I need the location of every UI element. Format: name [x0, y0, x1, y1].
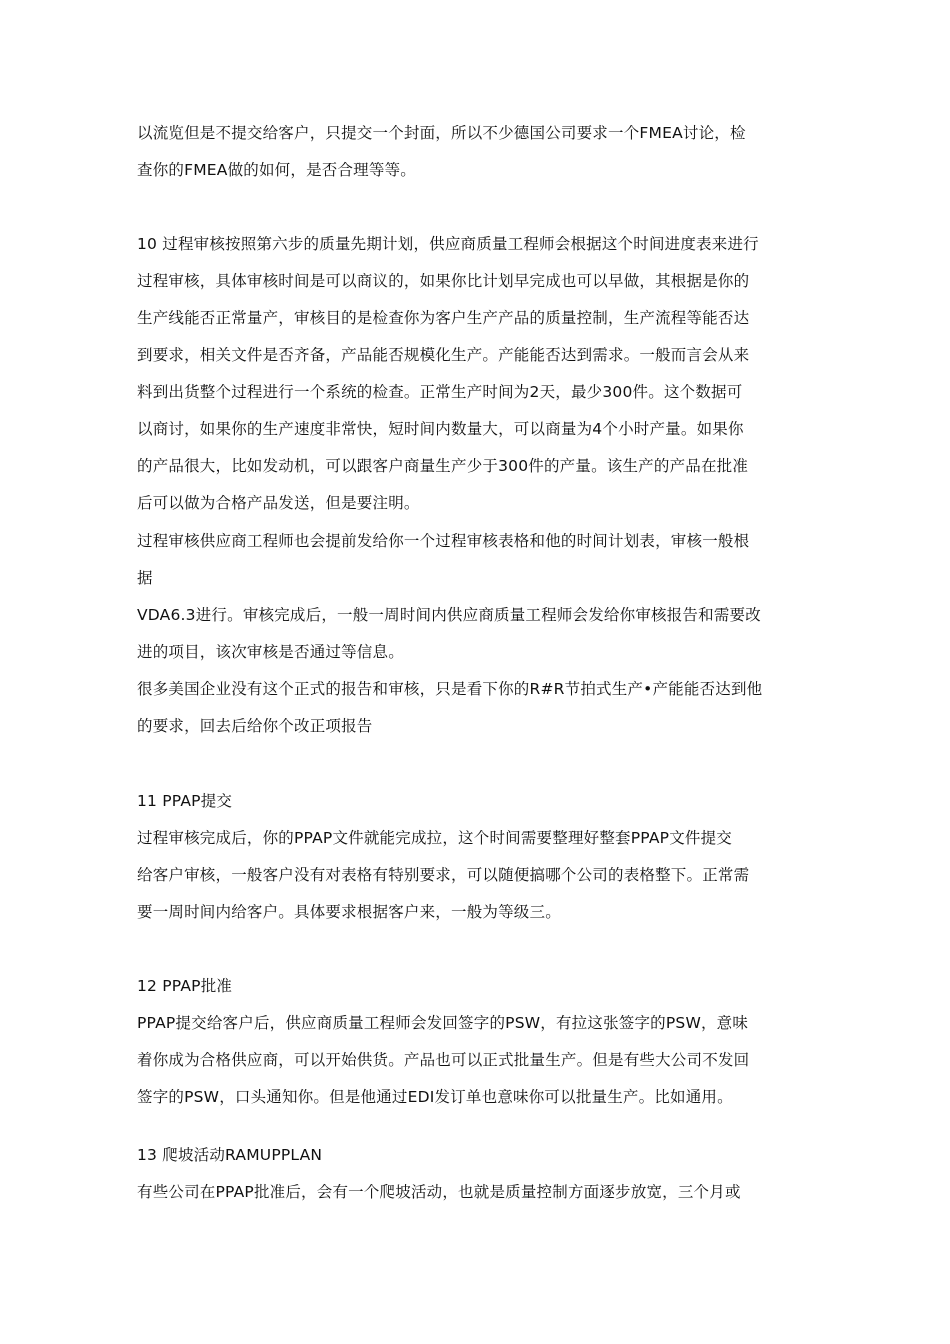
section11-line-1: 过程审核完成后，你的PPAP文件就能完成拉，这个时间需要整理好整套PPAP文件提交 — [137, 829, 733, 847]
section11-line-2: 给客户审核，一般客户没有对表格有特别要求，可以随便搞哪个公司的表格整下。正常需 — [137, 866, 750, 884]
section10-line-7: 的产品很大，比如发动机，可以跟客户商量生产少于300件的产量。该生产的产品在批准 — [137, 457, 749, 475]
section12-line-2: 着你成为合格供应商，可以开始供货。产品也可以正式批量生产。但是有些大公司不发回 — [137, 1051, 750, 1069]
section10-line-11: VDA6.3进行。审核完成后，一般一周时间内供应商质量工程师会发给你审核报告和需要改 — [137, 606, 761, 624]
section13-heading: 13 爬坡活动RAMUPPLAN — [137, 1146, 323, 1164]
section12-line-1: PPAP提交给客户后，供应商质量工程师会发回签字的PSW，有拉这张签字的PSW，意味 — [137, 1014, 749, 1032]
section10-line-12: 进的项目，该次审核是否通过等信息。 — [137, 643, 404, 661]
section10-line-1: 10 过程审核按照第六步的质量先期计划，供应商质量工程师会根据这个时间进度表来进行 — [137, 235, 759, 253]
section12-heading: 12 PPAP批准 — [137, 977, 233, 995]
section10-line-3: 生产线能否正常量产，审核目的是检查你为客户生产产品的质量控制，生产流程等能否达 — [137, 309, 750, 327]
section9-line-2: 查你的FMEA做的如何，是否合理等等。 — [137, 161, 416, 179]
section9-line-1: 以流览但是不提交给客户，只提交一个封面，所以不少德国公司要求一个FMEA讨论，检 — [137, 124, 746, 142]
section10-line-4: 到要求，相关文件是否齐备，产品能否规模化生产。产能能否达到需求。一般而言会从来 — [137, 346, 750, 364]
section10-line-9: 过程审核供应商工程师也会提前发给你一个过程审核表格和他的时间计划表，审核一般根 — [137, 532, 750, 550]
section10-line-2: 过程审核，具体审核时间是可以商议的，如果你比计划早完成也可以早做，其根据是你的 — [137, 272, 750, 290]
section11-heading: 11 PPAP提交 — [137, 792, 233, 810]
section10-line-13: 很多美国企业没有这个正式的报告和审核，只是看下你的R#R节拍式生产•产能能否达到他 — [137, 680, 763, 698]
section10-line-8: 后可以做为合格产品发送，但是要注明。 — [137, 494, 420, 512]
section10-line-14: 的要求，回去后给你个改正项报告 — [137, 717, 373, 735]
section10-line-5: 料到出货整个过程进行一个系统的检查。正常生产时间为2天，最少300件。这个数据可 — [137, 383, 743, 401]
section13-line-1: 有些公司在PPAP批准后，会有一个爬坡活动，也就是质量控制方面逐步放宽，三个月或 — [137, 1183, 741, 1201]
section11-line-3: 要一周时间内给客户。具体要求根据客户来，一般为等级三。 — [137, 903, 561, 921]
section10-line-10: 据 — [137, 569, 153, 587]
section10-line-6: 以商讨，如果你的生产速度非常快，短时间内数量大，可以商量为4个小时产量。如果你 — [137, 420, 744, 438]
section12-line-3: 签字的PSW，口头通知你。但是他通过EDI发订单也意味你可以批量生产。比如通用。 — [137, 1088, 733, 1106]
